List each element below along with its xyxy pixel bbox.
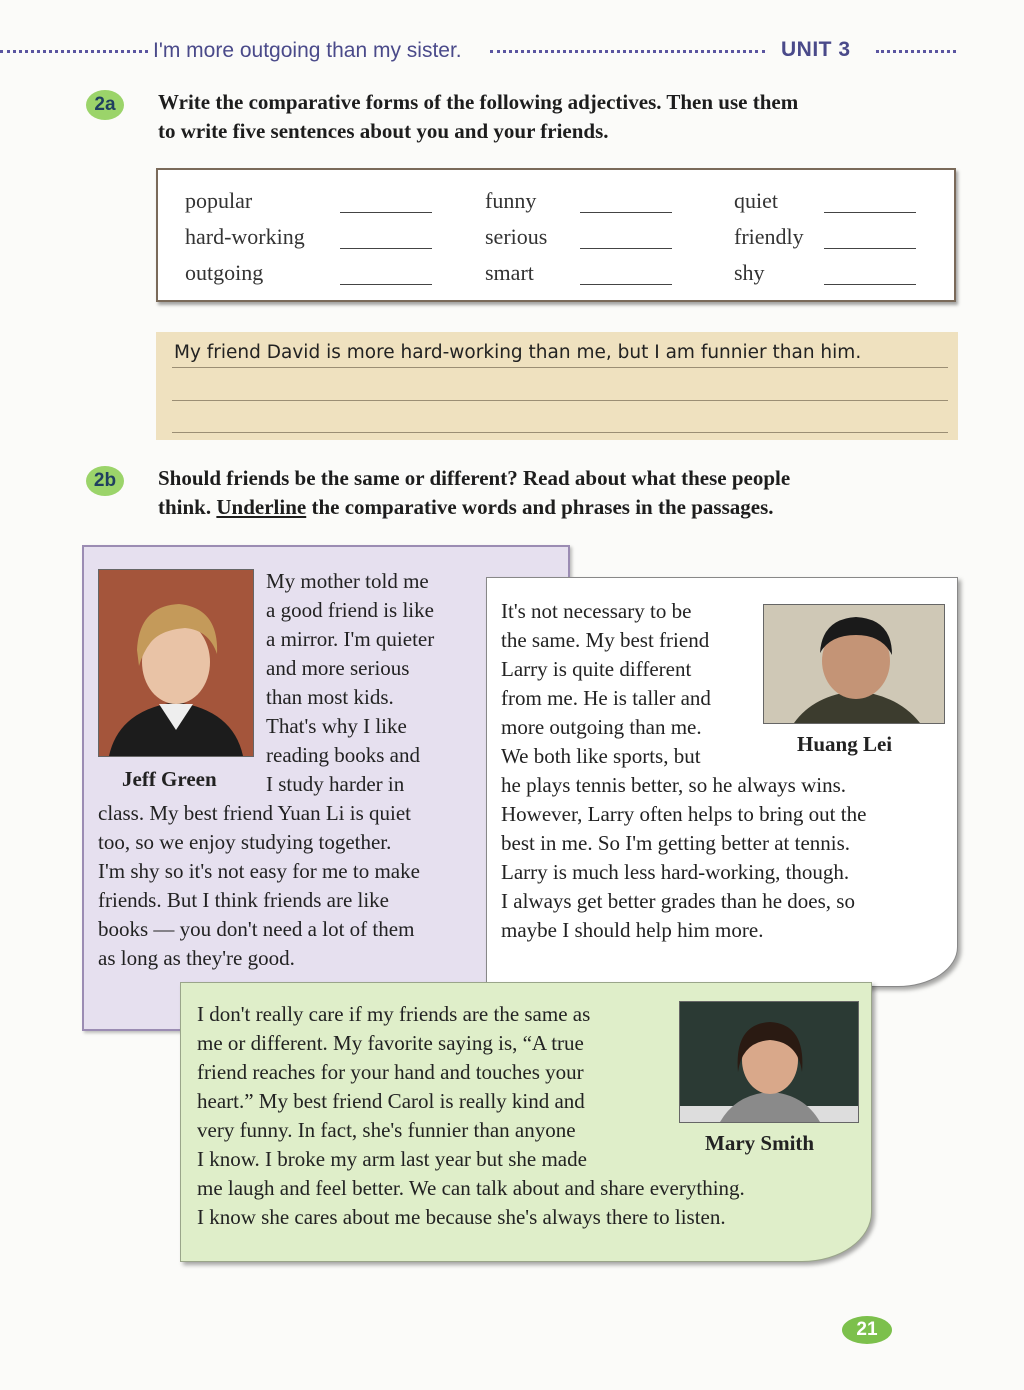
passage-line: than most kids. [266, 685, 394, 709]
instruction-2b-line2 [158, 493, 978, 522]
adjective-word: serious [485, 224, 548, 249]
answer-blank[interactable] [340, 284, 432, 285]
sentence-lines-box [156, 332, 958, 440]
jeff-name: Jeff Green [122, 767, 217, 791]
passage-line: I'm shy so it's not easy for me to make [98, 859, 420, 883]
example-sentence: My friend David is more hard-working than me, but I am funnier than him. [174, 342, 862, 363]
adjective-word: popular [185, 188, 253, 213]
jeff-passage-top [266, 567, 434, 799]
passage-line: I study harder in [266, 772, 405, 796]
instruction-2b-text: think. [158, 495, 212, 519]
passage-line: Larry is quite different [501, 657, 692, 681]
passage-line: a good friend is like [266, 598, 434, 622]
adjective-box [156, 168, 956, 302]
passage-line: Larry is much less hard-working, though. [501, 860, 850, 884]
header-dots-left [0, 50, 148, 53]
answer-blank[interactable] [340, 212, 432, 213]
page-number: 21 [842, 1316, 892, 1344]
passage-line: I don't really care if my friends are the same as [197, 1002, 591, 1026]
passage-line: the same. My best friend [501, 628, 710, 652]
passage-card-mary [180, 982, 872, 1262]
adjective-word: outgoing [185, 260, 264, 285]
answer-blank[interactable] [824, 248, 916, 249]
passage-line: However, Larry often helps to bring out the [501, 802, 867, 826]
huang-name: Huang Lei [797, 732, 893, 756]
passage-line: class. My best friend Yuan Li is quiet [98, 801, 412, 825]
answer-blank[interactable] [824, 284, 916, 285]
instruction-2b-line1: Should friends be the same or different? Read about what these people [158, 466, 791, 490]
passage-line: reading books and [266, 743, 420, 767]
passage-line: very funny. In fact, she's funnier than anyone [197, 1118, 576, 1142]
passage-line: and more serious [266, 656, 410, 680]
passage-line: friend reaches for your hand and touches your [197, 1060, 584, 1084]
adjective-word: shy [734, 260, 765, 285]
passage-line: heart.” My best friend Carol is really kind and [197, 1089, 585, 1113]
passage-line: friends. But I think friends are like [98, 888, 390, 912]
passage-line: maybe I should help him more. [501, 918, 764, 942]
passage-line: We both like sports, but [501, 744, 701, 768]
adjective-word: hard-working [185, 224, 305, 249]
passage-line: a mirror. I'm quieter [266, 627, 435, 651]
instruction-2b [158, 464, 978, 522]
adjective-word: quiet [734, 188, 778, 213]
passage-line: me laugh and feel better. We can talk about and share everything. [197, 1176, 745, 1200]
page-header [0, 36, 1024, 66]
passage-line: more outgoing than me. [501, 715, 702, 739]
passage-line: books — you don't need a lot of them [98, 917, 415, 941]
writing-line[interactable] [172, 367, 948, 368]
underline-keyword: Underline [216, 495, 307, 519]
instruction-2a-line1: Write the comparative forms of the following adjectives. Then use them [158, 90, 799, 114]
passage-card-huang [486, 577, 958, 987]
mary-passage [197, 1000, 745, 1232]
jeff-passage-bottom [98, 799, 420, 973]
header-dots-middle [490, 50, 765, 53]
section-badge-2b: 2b [86, 466, 124, 496]
passage-line: as long as they're good. [98, 946, 295, 970]
instruction-2b-text: the comparative words and phrases in the passages. [311, 495, 774, 519]
passage-line: I know she cares about me because she's always there to listen. [197, 1205, 726, 1229]
passage-line: That's why I like [266, 714, 407, 738]
writing-line[interactable] [172, 400, 948, 401]
writing-line[interactable] [172, 432, 948, 433]
passage-line: I always get better grades than he does, so [501, 889, 855, 913]
answer-blank[interactable] [824, 212, 916, 213]
huang-passage [501, 597, 866, 945]
section-badge-2a: 2a [86, 90, 124, 120]
passage-line: me or different. My favorite saying is, “A true [197, 1031, 584, 1055]
passage-line: I know. I broke my arm last year but she made [197, 1147, 587, 1171]
passage-line: from me. He is taller and [501, 686, 711, 710]
answer-blank[interactable] [580, 248, 672, 249]
jeff-photo [98, 569, 254, 757]
instruction-2a [158, 88, 978, 146]
answer-blank[interactable] [580, 284, 672, 285]
header-dots-right [876, 50, 956, 53]
passage-line: best in me. So I'm getting better at tennis. [501, 831, 851, 855]
passage-line: too, so we enjoy studying together. [98, 830, 392, 854]
answer-blank[interactable] [340, 248, 432, 249]
mary-name: Mary Smith [705, 1131, 815, 1155]
unit-label: UNIT 3 [781, 38, 851, 61]
passage-line: he plays tennis better, so he always wins. [501, 773, 847, 797]
header-title: I'm more outgoing than my sister. [153, 39, 462, 62]
instruction-2a-line2: to write five sentences about you and your friends. [158, 119, 609, 143]
adjective-word: smart [485, 260, 534, 285]
passage-line: It's not necessary to be [501, 599, 692, 623]
adjective-word: friendly [734, 224, 804, 249]
passage-line: My mother told me [266, 569, 429, 593]
adjective-word: funny [485, 188, 537, 213]
answer-blank[interactable] [580, 212, 672, 213]
